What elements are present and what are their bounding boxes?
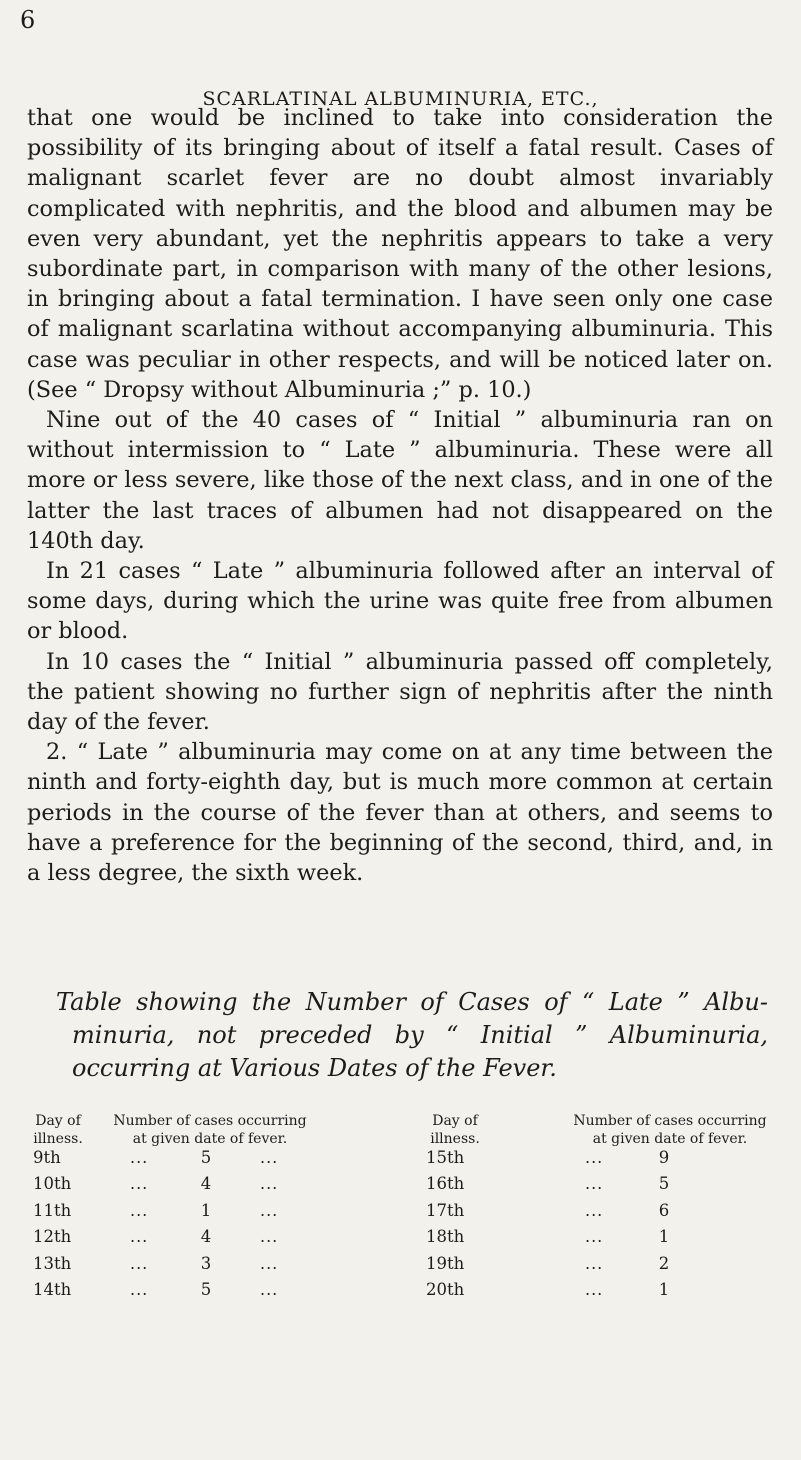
cases-cell: 4 bbox=[200, 1227, 212, 1247]
leader-dots: ... bbox=[260, 1253, 279, 1273]
header-day-of-illness-2: Day of illness. bbox=[430, 1113, 480, 1147]
leader-dots: ... bbox=[130, 1174, 149, 1194]
day-cell: 12th bbox=[33, 1227, 72, 1247]
table-caption bbox=[56, 986, 768, 1085]
day-cell: 13th bbox=[33, 1253, 72, 1273]
caption-line: Table showing the Number of Cases of “ Late ” Albu- bbox=[56, 988, 768, 1016]
paragraph: Nine out of the 40 cases of “ Initial ” albuminuria ran on without intermission to “ Late ” albuminuria. These were all more or less severe, like those of the next class, and in one of the latter the last traces of albumen had not disappeared on the 140th day. bbox=[27, 407, 773, 554]
page-number: 6 bbox=[20, 6, 36, 34]
paragraph: that one would be inclined to take into consideration the possibility of its bringing about of itself a fatal result. Cases of malignant scarlet fever are no doubt almost invariably complicated with nephritis, and the blood and albumen may be even very abundant, yet the nephritis appears to take a very subordinate part, in comparison with many of the other lesions, in bringing about a fatal termination. I have seen only one case of malignant scarlatina without accompanying albuminuria. This case was peculiar in other respects, and will be noticed later on. (See “ Dropsy without Albuminuria ;” p. 10.) bbox=[27, 105, 773, 403]
header-number-of-cases-2: Number of cases occurring at given date of fever. bbox=[573, 1113, 767, 1147]
paragraph: In 21 cases “ Late ” albuminuria followed after an interval of some days, during which the urine was quite free from albumen or blood. bbox=[27, 558, 773, 645]
leader-dots: ... bbox=[585, 1174, 604, 1194]
leader-dots: ... bbox=[260, 1280, 279, 1299]
caption-line: minuria, not preceded by “ Initial ” Albuminuria, bbox=[72, 1021, 768, 1049]
leader-dots: ... bbox=[260, 1227, 279, 1247]
day-cell: 17th bbox=[426, 1200, 465, 1220]
cases-cell: 1 bbox=[658, 1227, 670, 1247]
day-cell: 14th bbox=[33, 1280, 72, 1299]
leader-dots: ... bbox=[130, 1200, 149, 1220]
leader-dots: ... bbox=[130, 1253, 149, 1273]
paragraph: In 10 cases the “ Initial ” albuminuria passed off completely, the patient showing no further sign of nephritis after the ninth day of the fever. bbox=[27, 648, 773, 736]
cases-cell: 1 bbox=[200, 1200, 212, 1220]
leader-dots: ... bbox=[130, 1280, 149, 1299]
leader-dots: ... bbox=[260, 1148, 279, 1167]
cases-cell: 4 bbox=[200, 1174, 212, 1194]
day-cell: 19th bbox=[426, 1253, 465, 1273]
day-cell: 11th bbox=[33, 1200, 72, 1220]
header-number-of-cases: Number of cases occurring at given date of fever. bbox=[113, 1113, 307, 1147]
cases-cell: 5 bbox=[200, 1148, 212, 1167]
body-text bbox=[27, 103, 773, 888]
header-day-of-illness: Day of illness. bbox=[33, 1113, 83, 1147]
leader-dots: ... bbox=[260, 1200, 279, 1220]
day-cell: 10th bbox=[33, 1174, 72, 1194]
cases-cell: 2 bbox=[658, 1253, 670, 1273]
day-cell: 18th bbox=[426, 1227, 465, 1247]
cases-cell: 1 bbox=[658, 1280, 670, 1299]
running-head: SCARLATINAL ALBUMINURIA, ETC., bbox=[202, 88, 599, 110]
leader-dots: ... bbox=[585, 1148, 604, 1167]
leader-dots: ... bbox=[585, 1280, 604, 1299]
leader-dots: ... bbox=[585, 1227, 604, 1247]
day-cell: 15th bbox=[426, 1148, 465, 1167]
cases-cell: 3 bbox=[200, 1253, 212, 1273]
leader-dots: ... bbox=[130, 1227, 149, 1247]
cases-cell: 6 bbox=[658, 1200, 670, 1220]
cases-cell: 5 bbox=[658, 1174, 670, 1194]
paragraph: 2. “ Late ” albuminuria may come on at any time between the ninth and forty-eighth day, but is much more common at certain periods in the course of the fever than at others, and seems to have a preference for the beginning of the second, third, and, in a less degree, the sixth week. bbox=[27, 739, 773, 887]
leader-dots: ... bbox=[585, 1253, 604, 1273]
day-cell: 16th bbox=[426, 1174, 465, 1194]
cases-cell: 5 bbox=[200, 1280, 212, 1299]
cases-cell: 9 bbox=[658, 1148, 670, 1167]
caption-line: occurring at Various Dates of the Fever. bbox=[72, 1054, 557, 1082]
leader-dots: ... bbox=[260, 1174, 279, 1194]
leader-dots: ... bbox=[130, 1148, 149, 1167]
leader-dots: ... bbox=[585, 1200, 604, 1220]
day-cell: 9th bbox=[33, 1148, 61, 1167]
day-cell: 20th bbox=[426, 1280, 465, 1299]
